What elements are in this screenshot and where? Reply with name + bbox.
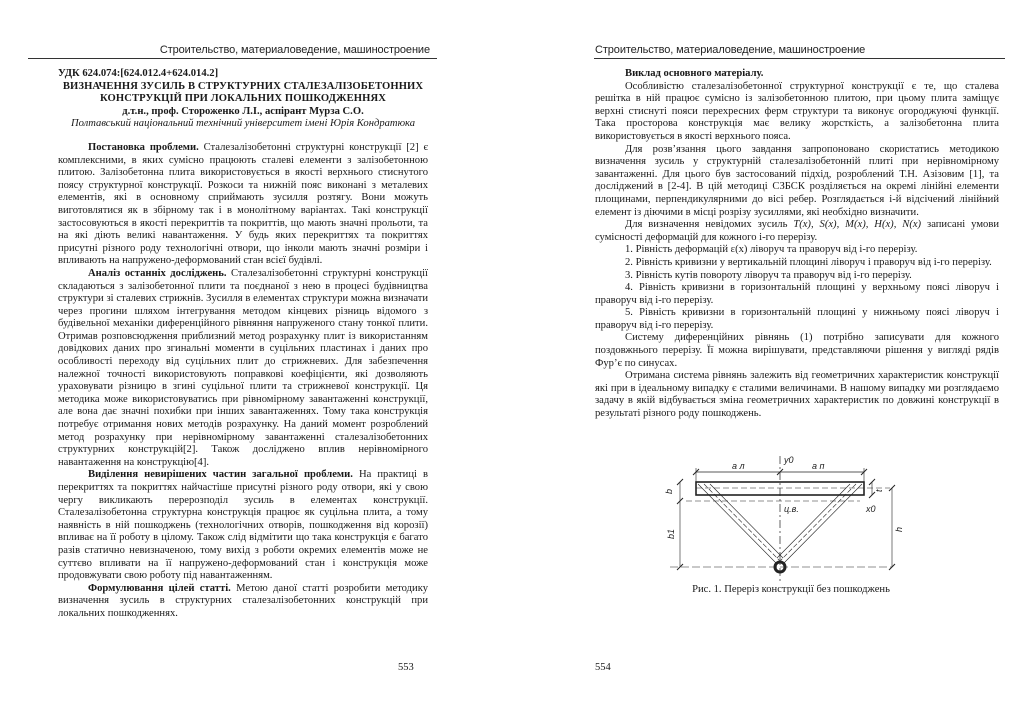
cross-section-diagram bbox=[660, 454, 920, 584]
section-lead: Аналіз останніх досліджень. bbox=[88, 267, 227, 279]
unknowns-paragraph bbox=[595, 219, 999, 244]
label-h: h bbox=[894, 526, 904, 532]
label-centroid: ц.в. bbox=[784, 504, 799, 514]
label-a-left: a л bbox=[732, 461, 745, 471]
article-title-line-2: КОНСТРУКЦІЙ ПРИ ЛОКАЛЬНИХ ПОШКОДЖЕННЯХ bbox=[100, 93, 386, 105]
section-text: На практиці в перекриттях та покриттях найчастіше присутні різного роду отвори, які у свою чергу викликають перерозподіл зусиль в елементах конструкції. Сталезалізобетонна структурна конструкція працює як суцільна плита, а тому наявність в ній пошкоджень (технологічних отворів, пошкодження від корозії) впливає на її роботу в цілому. Також слід відмітити що така конструкція є багато разів статично невизначеною, тому вихід з роботи окремих елементів може не суттєво впливати на її напружено-деформований стан і конструкція може продовжувати свою роботу під навантаженням. bbox=[58, 469, 429, 582]
paragraph: Систему диференційних рівнянь (1) потрібно записувати для кожного поздовжнього перерізу. Її можна вирішувати, представляючи рішення у вигляді рядів Фур’є по синусах. bbox=[595, 332, 999, 369]
section-problem-statement bbox=[58, 142, 428, 268]
section-text: Сталезалізобетонні структурні конструкції [2] є комплексними, в яких сумісно працюють сталеві елементи з залізобетонною плитою. Залізобетонна плита використовується в якості верхнього стиснутого поясу структурної конструкції. Розкоси та нижній пояс виконані з металевих елементів, які в основному сприймають зусилля розтягу. Вони можуть виготовлятися як в збірному так і в монолітному варіантах. Такі конструкції застосовуються в якості перекриттів та покриттів, що мають значні прольоти, та на які діють великі навантаження. У будь яких перекриттях та покриттях присутні різного роду технологічні отвори, що інколи мають значні розміри і впливають на напружено-деформований стан всієї будівлі. bbox=[58, 141, 428, 267]
section-article-goals bbox=[58, 583, 428, 621]
condition-item: 4. Рівність кривизни в горизонтальній площині у верхньому поясі ліворуч і праворуч від і-го перерізу. bbox=[595, 282, 999, 306]
condition-item: 5. Рівність кривизни в горизонтальній площині у нижньому поясі ліворуч і праворуч від і-го перерізу. bbox=[595, 307, 999, 331]
label-b: b bbox=[664, 488, 674, 494]
condition-item: 3. Рівність кутів повороту ліворуч та праворуч від і-го перерізу. bbox=[625, 269, 912, 281]
section-unresolved-parts bbox=[58, 469, 428, 582]
section-lead: Виділення невирішених частин загальної проблеми. bbox=[88, 469, 353, 481]
label-y0: y0 bbox=[784, 455, 794, 465]
section-lead: Формулювання цілей статті. bbox=[88, 582, 231, 594]
paragraph: Отримана система рівнянь залежить від геометричних характеристик конструкції які при в ідеальному випадку є сталими величинами. В нашому випадку ми розглядаємо задачу в якій відбувається зміна геометричних характеристик по довжині конструкції в результаті різного роду пошкоджень. bbox=[595, 370, 999, 420]
label-b1: b1 bbox=[666, 528, 676, 539]
udk-code: УДК 624.074:[624.012.4+624.014.2] bbox=[58, 68, 219, 79]
right-page bbox=[512, 0, 1024, 724]
section-text: Метою даної статті розробити методику визначення зусиль в структурних сталезалізобетонних конструкцій при локальних пошкодженнях. bbox=[58, 582, 428, 619]
section-text: Сталезалізобетонні структурні конструкції складаються з залізобетонної плити та поєднаної з нею в процесі будівництва структури зі сталевих стрижнів. Зусилля в елементах структури можна визначати через прогини шляхом інтегрування методом кінцевих різниць відомого з будівельної механіки диференційного рівняння напруженого стану тонкої плити. Отримав розповсюдження приблизний метод розрахунку плит із використанням довідкових даних про згинальні моменти в суцільних пластинах і даних про особливості переходу від суцільних плит до стрижневих. Для забезпечення належної точності використовують поправкові коефіцієнти, які дозволяють ураховувати різницю в згині суцільної плити та стрижневої конструкції. Ця методика може використовуватись при рівномірному завантаженні конструкції, але вона дає значні похибки при інших завантаженнях. Тому така конструкція потребує отримання нових методів розрахунку. На даний момент розроблений метод розрахунку при нерівномірному завантаженні сталезалізобетонних структурних конструкцій[2]. Також досліджено вплив нерівномірного навантаження на конструкцію[4]. bbox=[58, 267, 428, 468]
condition-item: 2. Рівність кривизни у вертикальній площині ліворуч і праворуч від і-го перерізу. bbox=[625, 256, 992, 268]
affiliation: Полтавський національний технічний університет імені Юрія Кондратюка bbox=[70, 118, 416, 130]
label-x0: x0 bbox=[866, 504, 876, 514]
article-title-line-1: ВИЗНАЧЕННЯ ЗУСИЛЬ В СТРУКТУРНИХ СТАЛЕЗАЛІЗОБЕТОННИХ bbox=[62, 80, 424, 92]
running-head: Строительство, материаловедение, машиностроение bbox=[159, 44, 430, 56]
header-rule bbox=[28, 58, 437, 59]
section-heading: Виклад основного матеріалу. bbox=[625, 68, 764, 79]
paragraph: Для розв’язання цього завдання запропоновано скористатись методикою визначення зусиль у структурній сталезалізобетонній плиті при нерівномірному завантаженні. Для цього був застосований підхід, розроблений Т.Н. Азізовим [1], та досліджений в [2-4]. В цій методиці СЗБСК розділяється на окремі лінійні елементи площинами, перпендикулярними до вісі ребер. Розглядається i-й відсічений лінійний елемент із діючими в місці розрізу зусиллями, які необхідно визначити. bbox=[595, 143, 999, 218]
section-lead: Постановка проблеми. bbox=[88, 141, 199, 153]
header-rule bbox=[594, 58, 1005, 59]
right-column bbox=[595, 68, 999, 421]
figure-caption: Рис. 1. Переріз конструкції без пошкоджень bbox=[692, 584, 890, 595]
paragraph: Особливістю сталезалізобетонної структурної конструкції є те, що сталева решітка в ній працює сумісно із залізобетонною плитою, при цьому плита заміщує верхні стиснуті пояси перехресних ферм структури та виконує огороджуючі функції. Така просторова конструкція має велику жорсткість, а залізобетонна плита використовується в якості верхнього пояса. bbox=[595, 80, 999, 142]
section-recent-research bbox=[58, 268, 428, 470]
label-a-right: a п bbox=[812, 461, 825, 471]
page-number: 554 bbox=[595, 662, 611, 673]
unknowns-intro: Для визначення невідомих зусиль bbox=[625, 219, 794, 231]
unknowns-outro: записані умови сумісності деформацій для кожного і-го перерізу. bbox=[595, 219, 999, 243]
unknowns-formula: T(x), S(x), M(x), H(x), N(x) bbox=[793, 219, 922, 231]
label-t: t bbox=[874, 489, 884, 492]
left-column bbox=[58, 68, 428, 621]
authors: д.т.н., проф. Стороженко Л.І., аспірант Мурза С.О. bbox=[122, 105, 364, 117]
running-head: Строительство, материаловедение, машиностроение bbox=[595, 44, 866, 56]
condition-item: 1. Рівність деформацій ε(x) ліворуч та праворуч від і-го перерізу. bbox=[625, 244, 918, 256]
page-number: 553 bbox=[398, 662, 414, 673]
